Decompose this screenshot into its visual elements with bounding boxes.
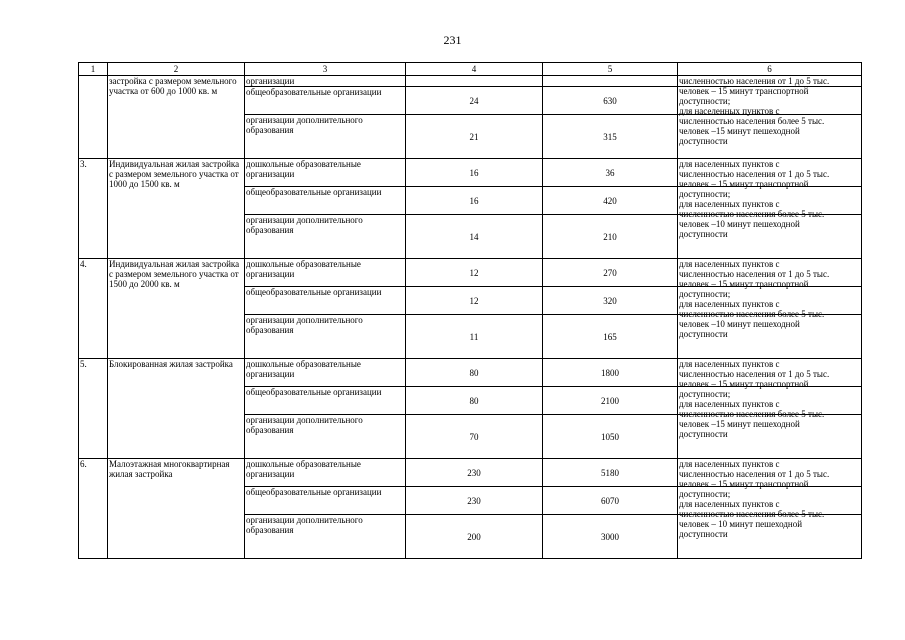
value-col4: 200 bbox=[406, 515, 543, 559]
page-number: 231 bbox=[443, 33, 462, 47]
organization-type: дошкольные образовательные организации bbox=[245, 459, 406, 487]
value-col4: 12 bbox=[406, 287, 543, 315]
accessibility-line: человек – 10 минут пешеходной bbox=[679, 519, 803, 529]
accessibility-line: доступности bbox=[679, 229, 728, 239]
table-row bbox=[79, 159, 862, 187]
accessibility-line: доступности bbox=[679, 136, 728, 146]
accessibility-cell bbox=[678, 359, 862, 439]
accessibility-line: численностью населения более 5 тыс. bbox=[679, 116, 825, 126]
accessibility-line: численностью населения более 5 тыс. bbox=[679, 209, 825, 219]
value-col4: 230 bbox=[406, 459, 543, 487]
accessibility-cell bbox=[678, 459, 862, 539]
accessibility-line: доступности; bbox=[679, 96, 731, 106]
row-number bbox=[79, 76, 108, 159]
facilities-table bbox=[78, 62, 862, 559]
accessibility-line: человек –15 минут пешеходной bbox=[679, 419, 800, 429]
development-type: застройка с размером земельного участка от 600 до 1000 кв. м bbox=[108, 76, 245, 159]
accessibility-line: человек – 15 минут транспортной bbox=[679, 179, 809, 189]
development-type: Блокированная жилая застройка bbox=[108, 359, 245, 459]
accessibility-line: численностью населения от 1 до 5 тыс. bbox=[679, 269, 830, 279]
accessibility-line: доступности bbox=[679, 329, 728, 339]
accessibility-cell bbox=[678, 259, 862, 339]
accessibility-line: человек –10 минут пешеходной bbox=[679, 219, 800, 229]
value-col4: 21 bbox=[406, 115, 543, 159]
accessibility-line: численностью населения от 1 до 5 тыс. bbox=[679, 469, 830, 479]
table-body bbox=[79, 63, 862, 559]
table-row bbox=[79, 459, 862, 487]
value-col5 bbox=[543, 76, 678, 87]
development-type: Индивидуальная жилая застройка с размером земельного участка от 1000 до 1500 кв. м bbox=[108, 159, 245, 259]
column-header: 4 bbox=[406, 63, 543, 76]
organization-type: дошкольные образовательные организации bbox=[245, 359, 406, 387]
accessibility-line: человек – 15 минут транспортной bbox=[679, 479, 809, 489]
accessibility-line: доступности; bbox=[679, 389, 731, 399]
accessibility-line: для населенных пунктов с bbox=[679, 259, 780, 269]
value-col4: 11 bbox=[406, 315, 543, 359]
header-row bbox=[79, 63, 862, 76]
accessibility-cell bbox=[678, 159, 862, 239]
value-col5: 165 bbox=[543, 315, 678, 359]
accessibility-line: численностью населения от 1 до 5 тыс. bbox=[679, 169, 830, 179]
organization-type: организации дополнительного образования bbox=[245, 415, 406, 459]
value-col5: 630 bbox=[543, 87, 678, 115]
accessibility-line: численностью населения более 5 тыс. bbox=[679, 309, 825, 319]
accessibility-line: для населенных пунктов с bbox=[679, 359, 780, 369]
organization-type: организации дополнительного образования bbox=[245, 515, 406, 559]
row-number: 3. bbox=[79, 159, 108, 259]
value-col4: 230 bbox=[406, 487, 543, 515]
accessibility-line: численностью населения более 5 тыс. bbox=[679, 509, 825, 519]
accessibility-line: численностью населения от 1 до 5 тыс. bbox=[679, 76, 830, 86]
column-header: 6 bbox=[678, 63, 862, 76]
accessibility-line: для населенных пунктов с bbox=[679, 459, 780, 469]
value-col5: 5180 bbox=[543, 459, 678, 487]
value-col4: 70 bbox=[406, 415, 543, 459]
accessibility-line: для населенных пунктов с bbox=[679, 159, 780, 169]
accessibility-line: для населенных пунктов с bbox=[679, 499, 780, 509]
accessibility-line: человек – 15 минут транспортной bbox=[679, 279, 809, 289]
accessibility-line: человек – 15 минут транспортной bbox=[679, 86, 809, 96]
organization-type: организации bbox=[245, 76, 406, 87]
value-col5: 2100 bbox=[543, 387, 678, 415]
value-col4: 12 bbox=[406, 259, 543, 287]
accessibility-line: доступности bbox=[679, 429, 728, 439]
accessibility-cell bbox=[678, 76, 862, 146]
organization-type: дошкольные образовательные организации bbox=[245, 259, 406, 287]
value-col5: 320 bbox=[543, 287, 678, 315]
accessibility-line: человек –15 минут пешеходной bbox=[679, 126, 800, 136]
accessibility-text bbox=[679, 459, 861, 539]
organization-type: общеобразовательные организации bbox=[245, 287, 406, 315]
row-number: 5. bbox=[79, 359, 108, 459]
accessibility-line: человек – 15 минут транспортной bbox=[679, 379, 809, 389]
organization-type: общеобразовательные организации bbox=[245, 87, 406, 115]
value-col4: 16 bbox=[406, 159, 543, 187]
table-row bbox=[79, 76, 862, 87]
organization-type: общеобразовательные организации bbox=[245, 187, 406, 215]
value-col5: 3000 bbox=[543, 515, 678, 559]
development-type: Индивидуальная жилая застройка с размером земельного участка от 1500 до 2000 кв. м bbox=[108, 259, 245, 359]
accessibility-line: численностью населения более 5 тыс. bbox=[679, 409, 825, 419]
accessibility-line: доступности; bbox=[679, 189, 731, 199]
value-col5: 1800 bbox=[543, 359, 678, 387]
organization-type: организации дополнительного образования bbox=[245, 215, 406, 259]
accessibility-line: численностью населения от 1 до 5 тыс. bbox=[679, 369, 830, 379]
development-type: Малоэтажная многоквартирная жилая застройка bbox=[108, 459, 245, 559]
row-number: 4. bbox=[79, 259, 108, 359]
organization-type: организации дополнительного образования bbox=[245, 115, 406, 159]
row-number: 6. bbox=[79, 459, 108, 559]
accessibility-line: для населенных пунктов с bbox=[679, 106, 780, 116]
value-col4: 16 bbox=[406, 187, 543, 215]
accessibility-text bbox=[679, 159, 861, 239]
accessibility-text bbox=[679, 359, 861, 439]
column-header: 5 bbox=[543, 63, 678, 76]
accessibility-text bbox=[679, 259, 861, 339]
value-col4: 80 bbox=[406, 359, 543, 387]
accessibility-line: доступности; bbox=[679, 289, 731, 299]
organization-type: общеобразовательные организации bbox=[245, 487, 406, 515]
value-col4: 24 bbox=[406, 87, 543, 115]
accessibility-line: для населенных пунктов с bbox=[679, 399, 780, 409]
value-col5: 36 bbox=[543, 159, 678, 187]
column-header: 1 bbox=[79, 63, 108, 76]
value-col4 bbox=[406, 76, 543, 87]
accessibility-line: для населенных пунктов с bbox=[679, 299, 780, 309]
column-header: 2 bbox=[108, 63, 245, 76]
accessibility-line: для населенных пунктов с bbox=[679, 199, 780, 209]
accessibility-line: доступности bbox=[679, 529, 728, 539]
value-col5: 6070 bbox=[543, 487, 678, 515]
value-col4: 14 bbox=[406, 215, 543, 259]
value-col5: 210 bbox=[543, 215, 678, 259]
accessibility-line: доступности; bbox=[679, 489, 731, 499]
table-row bbox=[79, 259, 862, 287]
value-col4: 80 bbox=[406, 387, 543, 415]
accessibility-text bbox=[679, 76, 861, 146]
value-col5: 420 bbox=[543, 187, 678, 215]
organization-type: организации дополнительного образования bbox=[245, 315, 406, 359]
accessibility-line: человек –10 минут пешеходной bbox=[679, 319, 800, 329]
organization-type: общеобразовательные организации bbox=[245, 387, 406, 415]
column-header: 3 bbox=[245, 63, 406, 76]
organization-type: дошкольные образовательные организации bbox=[245, 159, 406, 187]
value-col5: 1050 bbox=[543, 415, 678, 459]
table-row bbox=[79, 359, 862, 387]
value-col5: 315 bbox=[543, 115, 678, 159]
value-col5: 270 bbox=[543, 259, 678, 287]
